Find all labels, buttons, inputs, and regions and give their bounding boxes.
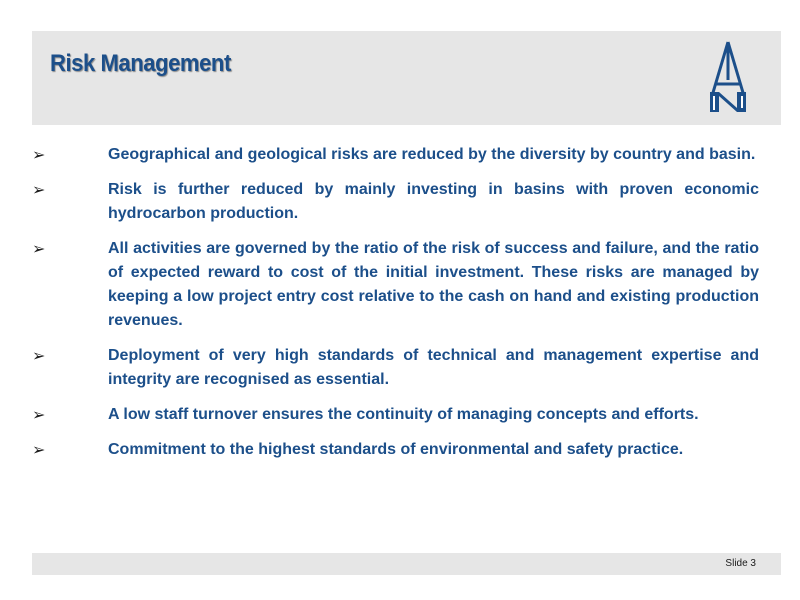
bullet-text: Commitment to the highest standards of environmental and safety practice. xyxy=(108,441,684,458)
arrow-bullet-icon: ➢ xyxy=(32,180,46,199)
arrow-bullet-icon: ➢ xyxy=(32,145,46,164)
list-item xyxy=(32,143,759,167)
slide-number: Slide 3 xyxy=(725,558,756,569)
triangular-tower-logo-icon xyxy=(706,40,750,116)
footer-band xyxy=(32,553,781,575)
page-title: Risk Management xyxy=(50,50,231,77)
bullet-text: Deployment of very high standards of technical and management expertise and integrity are recognised as essential. xyxy=(108,347,759,388)
header-band xyxy=(32,31,781,125)
bullet-text: Risk is further reduced by mainly investing in basins with proven economic hydrocarbon production. xyxy=(108,181,759,222)
arrow-bullet-icon: ➢ xyxy=(32,405,46,424)
list-item xyxy=(32,344,759,392)
list-item xyxy=(32,403,759,427)
list-item xyxy=(32,438,759,462)
bullet-text: A low staff turnover ensures the continuity of managing concepts and efforts. xyxy=(108,406,699,423)
arrow-bullet-icon: ➢ xyxy=(32,346,46,365)
bullet-list xyxy=(32,143,759,473)
bullet-text: All activities are governed by the ratio of the risk of success and failure, and the ratio of expected reward to cost of the initial investment. These risks are managed by keeping a low project entry cost relative to the cash on hand and existing production revenues. xyxy=(108,240,759,329)
bullet-text: Geographical and geological risks are reduced by the diversity by country and basin. xyxy=(108,146,756,163)
arrow-bullet-icon: ➢ xyxy=(32,239,46,258)
list-item xyxy=(32,237,759,333)
arrow-bullet-icon: ➢ xyxy=(32,440,46,459)
list-item xyxy=(32,178,759,226)
